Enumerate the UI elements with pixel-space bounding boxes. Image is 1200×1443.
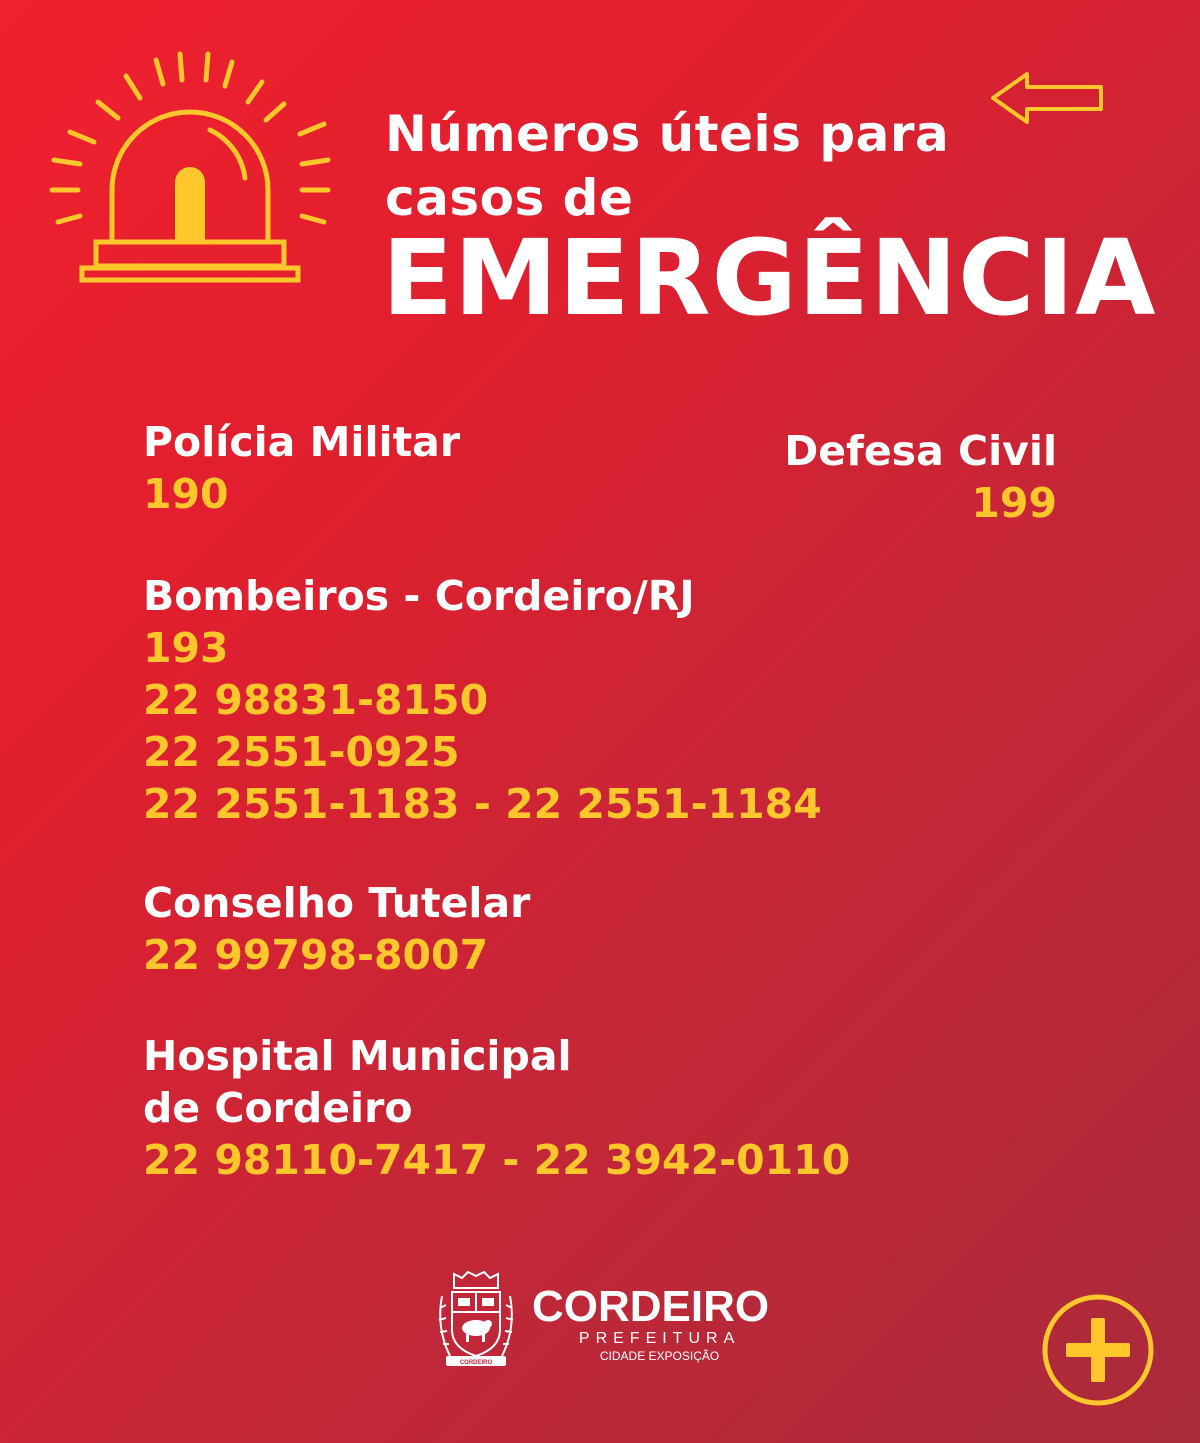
contact-label: Conselho Tutelar bbox=[143, 879, 531, 927]
crest-ribbon-text: CORDEIRO bbox=[459, 1360, 493, 1366]
plus-circle-icon[interactable] bbox=[1040, 1292, 1156, 1408]
contact-label: Bombeiros - Cordeiro/RJ bbox=[143, 572, 695, 620]
contact-conselho-tutelar bbox=[143, 877, 530, 981]
phone-number[interactable]: 22 99798-8007 bbox=[143, 931, 489, 979]
prefeitura-logo bbox=[432, 1268, 772, 1378]
phone-number[interactable]: 22 98110-7417 - 22 3942-0110 bbox=[143, 1136, 851, 1184]
phone-number[interactable]: 190 bbox=[143, 470, 229, 518]
phone-number[interactable]: 22 98831-8150 bbox=[143, 676, 489, 724]
contact-label: Defesa Civil bbox=[784, 427, 1057, 475]
arrow-left-icon bbox=[985, 68, 1110, 128]
contact-hospital-municipal bbox=[143, 1030, 850, 1186]
brand-name: CORDEIRO bbox=[532, 1282, 770, 1331]
contact-bombeiros bbox=[143, 570, 822, 830]
phone-number[interactable]: 22 2551-1183 - 22 2551-1184 bbox=[143, 780, 822, 828]
brand-subtitle: PREFEITURA bbox=[578, 1330, 741, 1347]
contact-label-line-2: de Cordeiro bbox=[143, 1084, 413, 1132]
coat-of-arms-icon bbox=[432, 1268, 520, 1372]
title-line-2: casos de bbox=[385, 169, 634, 227]
phone-number[interactable]: 22 2551-0925 bbox=[143, 728, 460, 776]
siren-icon bbox=[40, 40, 340, 300]
contact-label: Polícia Militar bbox=[143, 418, 461, 466]
title-emergencia: EMERGÊNCIA bbox=[382, 217, 1157, 339]
contact-label-line-1: Hospital Municipal bbox=[143, 1032, 572, 1080]
phone-number[interactable]: 193 bbox=[143, 624, 229, 672]
contact-policia-militar bbox=[143, 416, 460, 520]
contact-defesa-civil bbox=[784, 425, 1057, 529]
brand-tagline: CIDADE EXPOSIÇÃO bbox=[599, 1349, 720, 1363]
title-line-1: Números úteis para bbox=[385, 105, 950, 163]
phone-number[interactable]: 199 bbox=[971, 479, 1057, 527]
brand-block bbox=[532, 1284, 769, 1364]
